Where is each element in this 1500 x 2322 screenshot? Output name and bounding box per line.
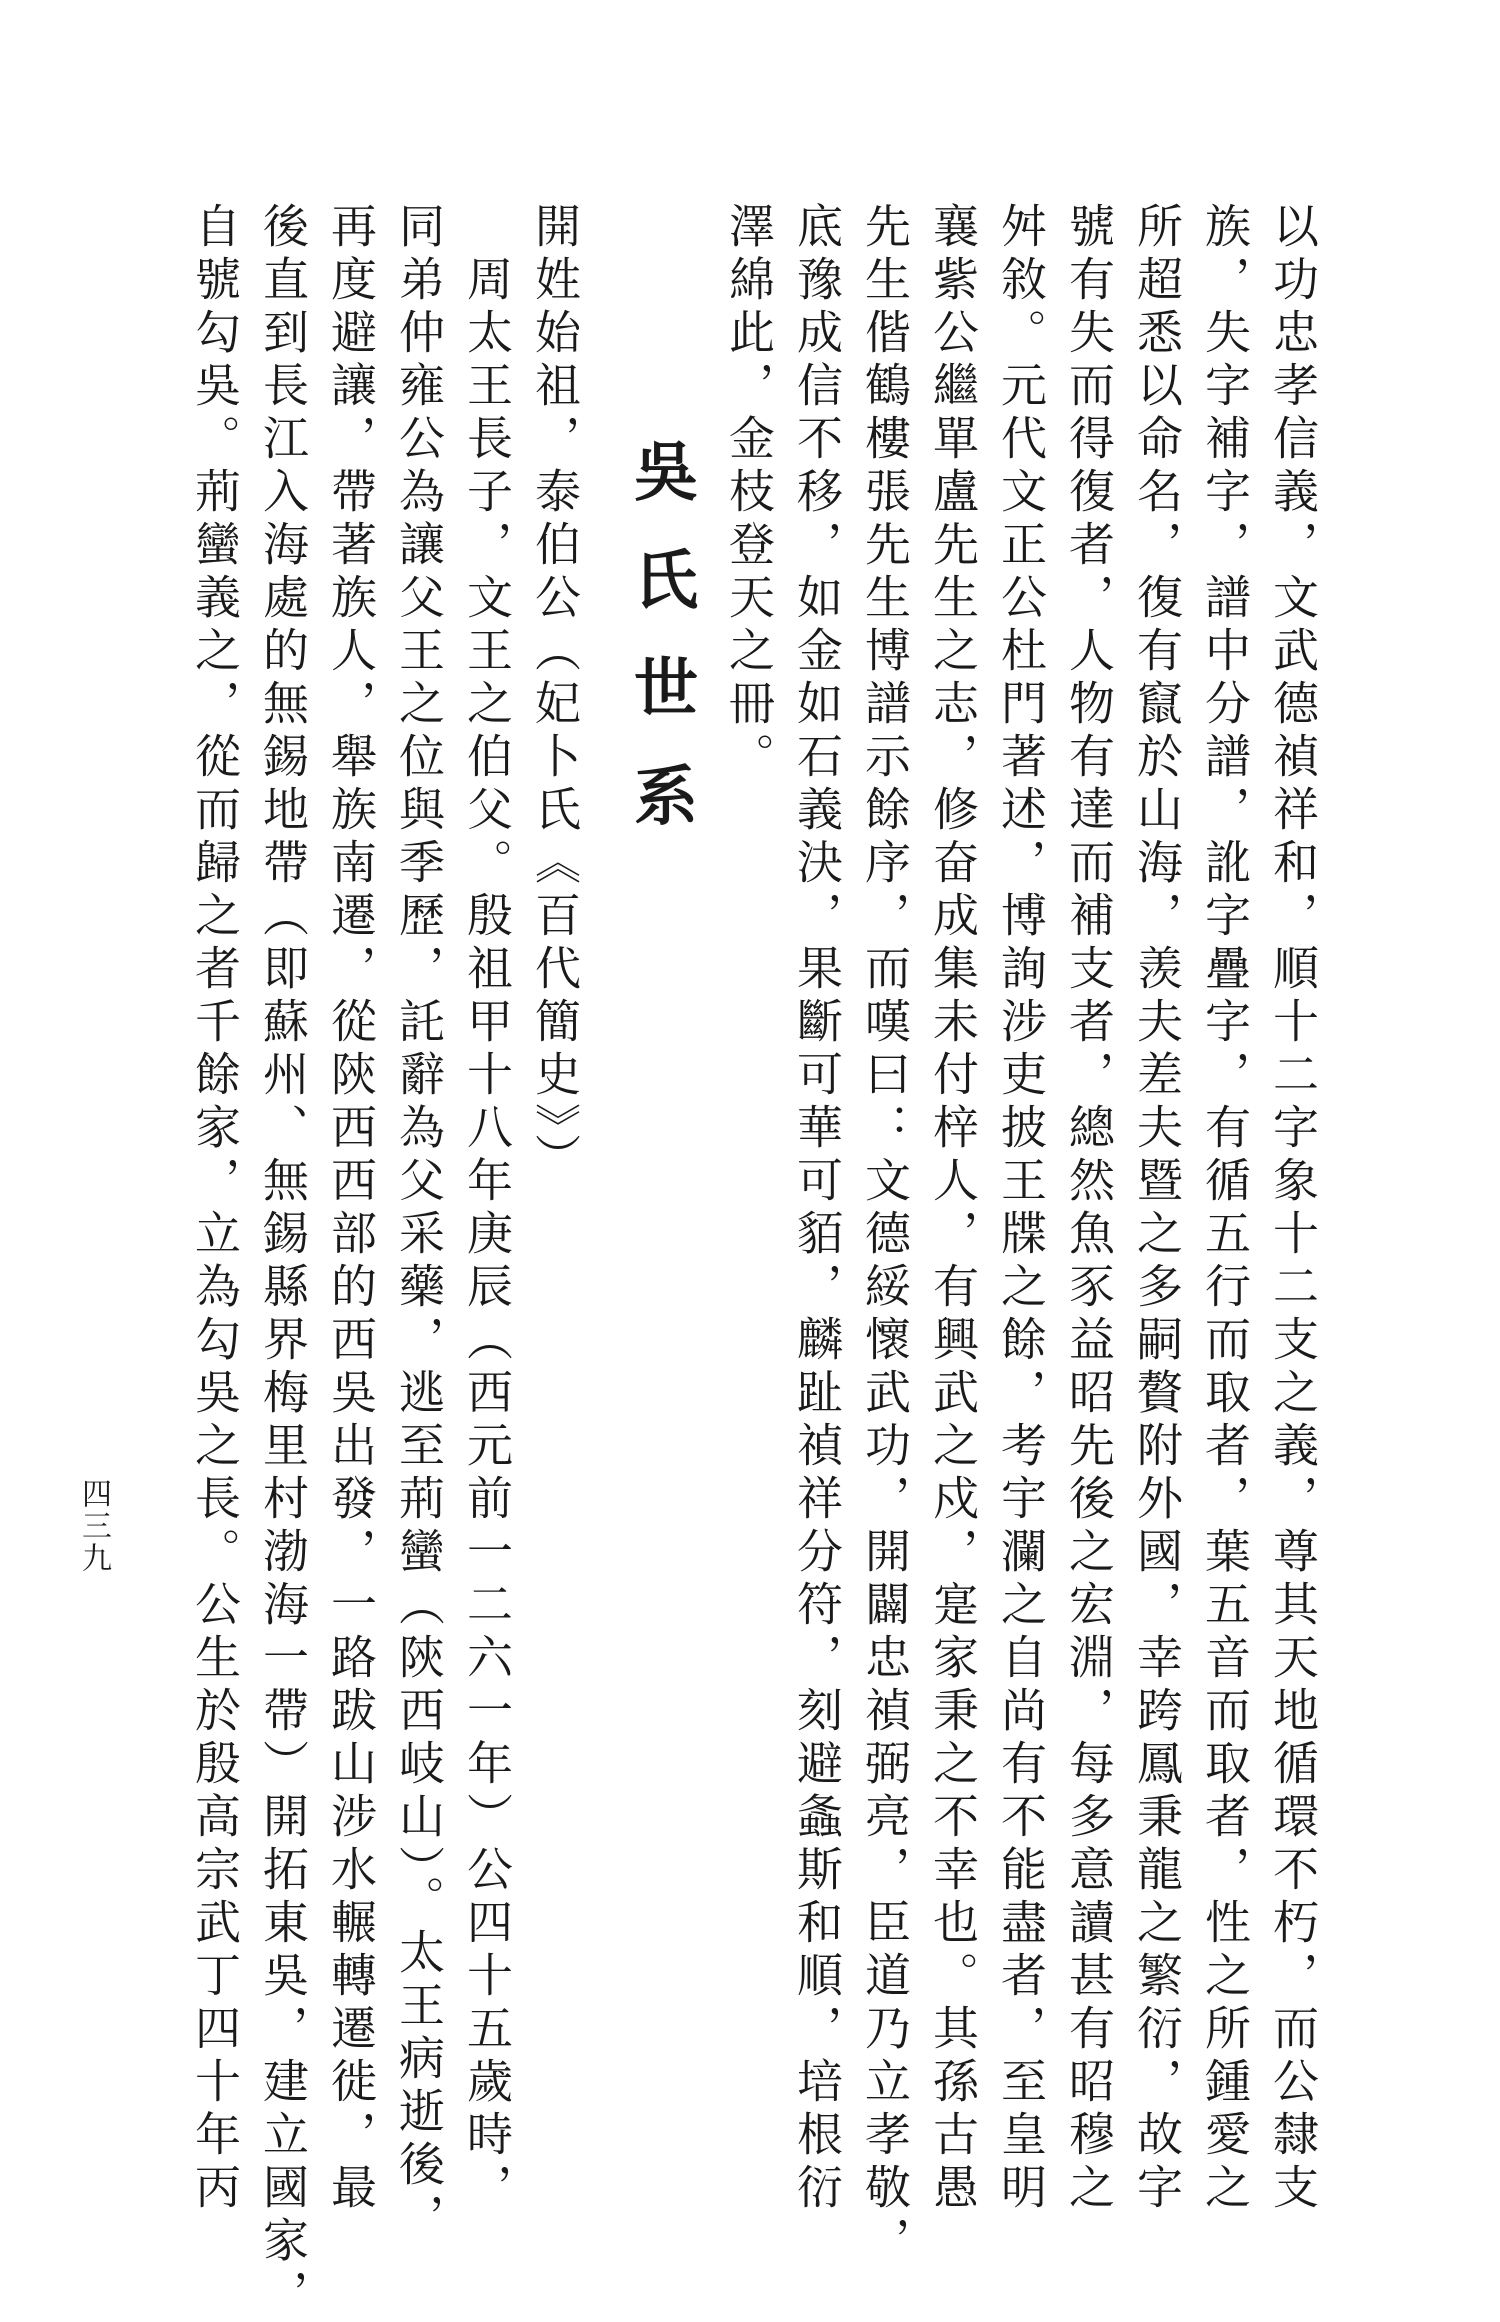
preface-line-5: 舛敘。元代文正公杜門著述，博詢涉吏披王牒之餘，考宇瀾之自尚有不能盡者，至皇明: [994, 202, 1048, 2216]
section-line-6: 自號勾吳。荊蠻義之，從而歸之者千餘家，立為勾吳之長。公生於殷高宗武丁四十年丙: [188, 202, 242, 2216]
preface-line-2: 族，失字補字，譜中分譜，訛字疊字，有循五行而取者，葉五音而取者，性之所鍾愛之: [1198, 202, 1252, 2216]
preface-line-8: 底豫成信不移，如金如石義決，果斷可華可貊，麟趾禎祥分符，刻避螽斯和順，培根衍: [790, 202, 844, 2216]
section-line-5: 後直到長江入海處的無錫地帶（即蘇州、無錫縣界梅里村渤海一帶）開拓東吳，建立國家，: [256, 202, 310, 2322]
preface-line-1: 以功忠孝信義，文武德禎祥和，順十二字象十二支之義，尊其天地循環不朽，而公隸支: [1266, 202, 1320, 2216]
preface-line-3: 所超悉以命名，復有竄於山海，羡夫差夫暨之多嗣贅附外國，幸跨鳳秉龍之繁衍，故字: [1130, 202, 1184, 2216]
section-line-1: 開姓始祖，泰伯公（妃卜氏《百代簡史》）: [528, 202, 582, 1186]
preface-line-6: 襄紫公繼單盧先生之志，修奋成集未付梓人，有興武之戍，寔家秉之不幸也。其孫古愚: [926, 202, 980, 2216]
page-number: 四三九: [76, 1478, 111, 1574]
section-line-2: 周太王長子，文王之伯父。殷祖甲十八年庚辰（西元前一二六一年）公四十五歲時，: [460, 202, 514, 2216]
section-title: 吳氏世系: [623, 438, 698, 870]
preface-line-7: 先生偕鶴樓張先生博譜示餘序，而嘆曰：文德綏懷武功，開闢忠禎弼亮，臣道乃立孝敬，: [858, 202, 912, 2269]
section-line-4: 再度避讓，帶著族人，舉族南遷，從陝西西部的西吳出發，一路跋山涉水輾轉遷徙，最: [324, 202, 378, 2216]
section-line-3: 同弟仲雍公為讓父王之位與季歷，託辭為父采藥，逃至荊蠻（陝西岐山）。太王病逝後，: [392, 202, 446, 2246]
preface-line-9: 澤綿此，金枝登天之冊。: [722, 202, 776, 785]
preface-line-4: 號有失而得復者，人物有達而補支者，總然魚豕益昭先後之宏淵，每多意讀甚有昭穆之: [1062, 202, 1116, 2216]
